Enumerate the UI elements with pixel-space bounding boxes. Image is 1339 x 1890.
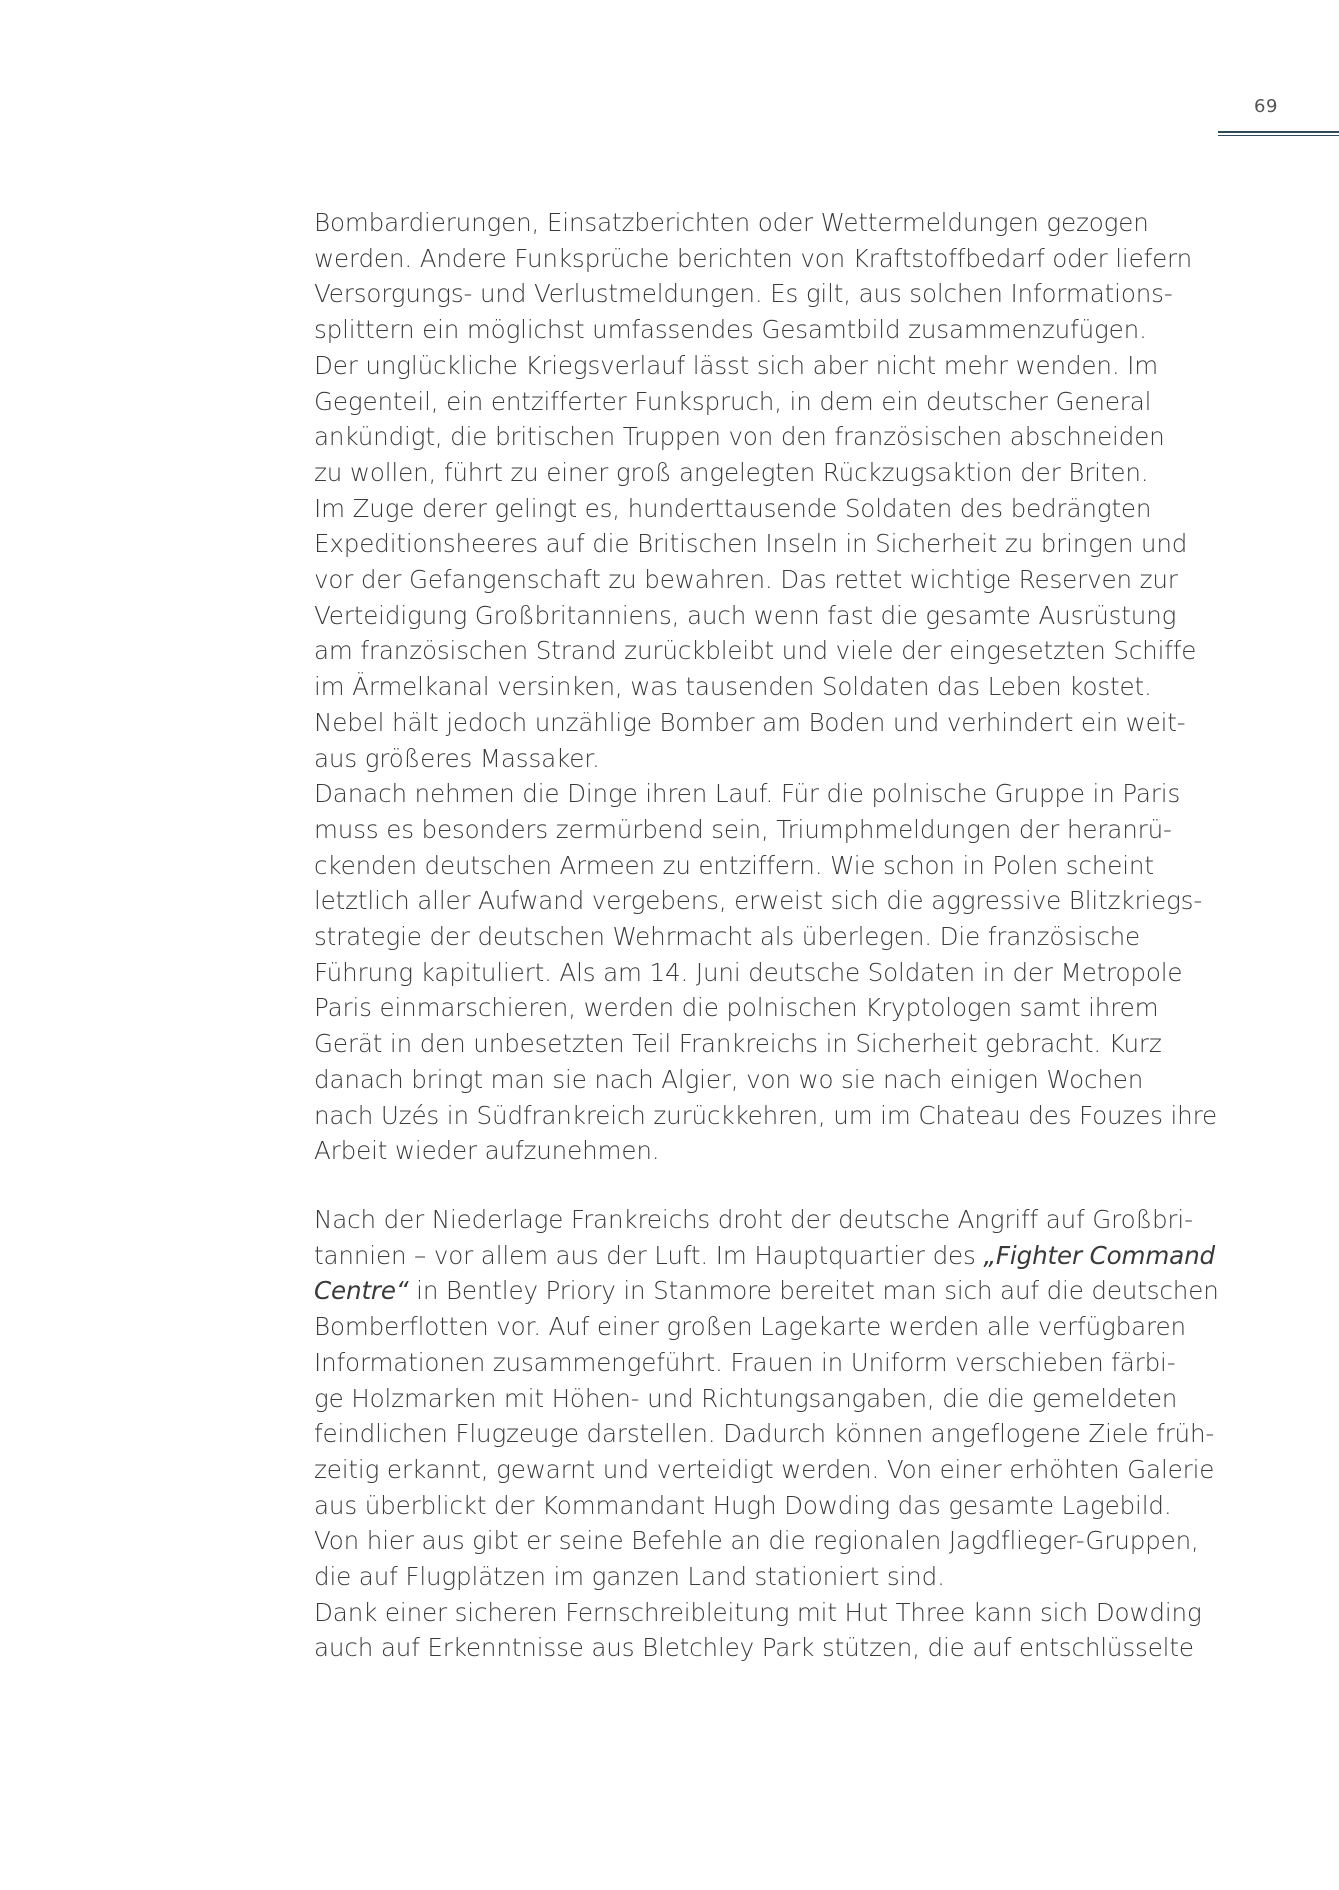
text-line: Bomberflotten vor. Auf einer großen Lagekarte werden alle verfügbaren bbox=[314, 1312, 1186, 1342]
text-line: Verteidigung Großbritanniens, auch wenn fast die gesamte Ausrüstung bbox=[314, 600, 1177, 630]
text-line: auch auf Erkenntnisse aus Bletchley Park stützen, die auf entschlüsselte bbox=[314, 1633, 1194, 1663]
text-line: Nebel hält jedoch unzählige Bomber am Boden und verhindert ein weit- bbox=[314, 707, 1186, 737]
text-line bbox=[314, 1238, 1214, 1274]
text-line: feindlichen Flugzeuge darstellen. Dadurch können angeflogene Ziele früh- bbox=[314, 1419, 1215, 1449]
text-line: Versorgungs- und Verlustmeldungen. Es gilt, aus solchen Informations- bbox=[314, 279, 1173, 309]
header-rule-thin bbox=[1218, 135, 1339, 136]
text-line: zeitig erkannt, gewarnt und verteidigt werden. Von einer erhöhten Galerie bbox=[314, 1454, 1215, 1484]
text-line: muss es besonders zermürbend sein, Triumphmeldungen der heranrü- bbox=[314, 814, 1172, 844]
italic-title-segment: Centre“ bbox=[314, 1276, 409, 1306]
text-line: aus überblickt der Kommandant Hugh Dowding das gesamte Lagebild. bbox=[314, 1490, 1172, 1520]
text-line bbox=[314, 1273, 1219, 1309]
text-line: Dank einer sicheren Fernschreibleitung mit Hut Three kann sich Dowding bbox=[314, 1597, 1202, 1627]
text-line: am französischen Strand zurückbleibt und viele der eingesetzten Schiffe bbox=[314, 636, 1197, 666]
text-line: Gerät in den unbesetzten Teil Frankreichs in Sicherheit gebracht. Kurz bbox=[314, 1029, 1162, 1059]
body-text-block-2 bbox=[314, 1202, 1219, 1666]
page-number: 69 bbox=[1254, 96, 1278, 117]
text-line: die auf Flugplätzen im ganzen Land stationiert sind. bbox=[314, 1562, 945, 1592]
text-line: Paris einmarschieren, werden die polnischen Kryptologen samt ihrem bbox=[314, 993, 1159, 1023]
text-line: Nach der Niederlage Frankreichs droht der deutsche Angriff auf Großbri- bbox=[314, 1205, 1193, 1234]
body-text-block-1 bbox=[314, 205, 1218, 1169]
text-line: Von hier aus gibt er seine Befehle an die regionalen Jagdflieger-Gruppen, bbox=[314, 1526, 1199, 1556]
text-line: Im Zuge derer gelingt es, hunderttausende Soldaten des bedrängten bbox=[314, 493, 1152, 523]
text-segment: tannien – vor allem aus der Luft. Im Hauptquartier des bbox=[314, 1240, 984, 1270]
text-line: splittern ein möglichst umfassendes Gesamtbild zusammenzufügen. bbox=[314, 315, 1147, 345]
text-line: nach Uzés in Südfrankreich zurückkehren, um im Chateau des Fouzes ihre bbox=[314, 1100, 1218, 1130]
text-line: letztlich aller Aufwand vergebens, erweist sich die aggressive Blitzkriegs- bbox=[314, 886, 1203, 916]
text-line: aus größeres Massaker. bbox=[314, 743, 600, 773]
text-line: ge Holzmarken mit Höhen- und Richtungsangaben, die die gemeldeten bbox=[314, 1383, 1178, 1413]
text-line: Führung kapituliert. Als am 14. Juni deutsche Soldaten in der Metropole bbox=[314, 957, 1183, 987]
text-segment: in Bentley Priory in Stanmore bereitet man sich auf die deutschen bbox=[408, 1276, 1219, 1306]
text-line: Bombardierungen, Einsatzberichten oder Wettermeldungen gezogen bbox=[314, 208, 1149, 237]
text-line: zu wollen, führt zu einer groß angelegten Rückzugsaktion der Briten. bbox=[314, 457, 1149, 487]
text-line: vor der Gefangenschaft zu bewahren. Das rettet wichtige Reserven zur bbox=[314, 565, 1178, 595]
header-rule bbox=[1218, 131, 1339, 133]
text-line: Gegenteil, ein entzifferter Funkspruch, in dem ein deutscher General bbox=[314, 386, 1152, 416]
text-line: Der unglückliche Kriegsverlauf lässt sich aber nicht mehr wenden. Im bbox=[314, 350, 1159, 380]
text-line: danach bringt man sie nach Algier, von wo sie nach einigen Wochen bbox=[314, 1064, 1144, 1094]
text-line: Danach nehmen die Dinge ihren Lauf. Für die polnische Gruppe in Paris bbox=[314, 779, 1181, 809]
text-line: im Ärmelkanal versinken, was tausenden Soldaten das Leben kostet. bbox=[314, 672, 1152, 702]
text-line: ckenden deutschen Armeen zu entziffern. Wie schon in Polen scheint bbox=[314, 850, 1154, 880]
text-line: ankündigt, die britischen Truppen von den französischen abschneiden bbox=[314, 422, 1165, 452]
text-line: strategie der deutschen Wehrmacht als überlegen. Die französische bbox=[314, 922, 1141, 952]
text-line: Informationen zusammengeführt. Frauen in Uniform verschieben färbi- bbox=[314, 1347, 1176, 1377]
text-line: werden. Andere Funksprüche berichten von Kraftstoffbedarf oder liefern bbox=[314, 243, 1193, 273]
italic-title-segment: „Fighter Command bbox=[983, 1240, 1215, 1270]
text-line: Arbeit wieder aufzunehmen. bbox=[314, 1136, 660, 1166]
text-line: Expeditionsheeres auf die Britischen Inseln in Sicherheit zu bringen und bbox=[314, 529, 1188, 559]
